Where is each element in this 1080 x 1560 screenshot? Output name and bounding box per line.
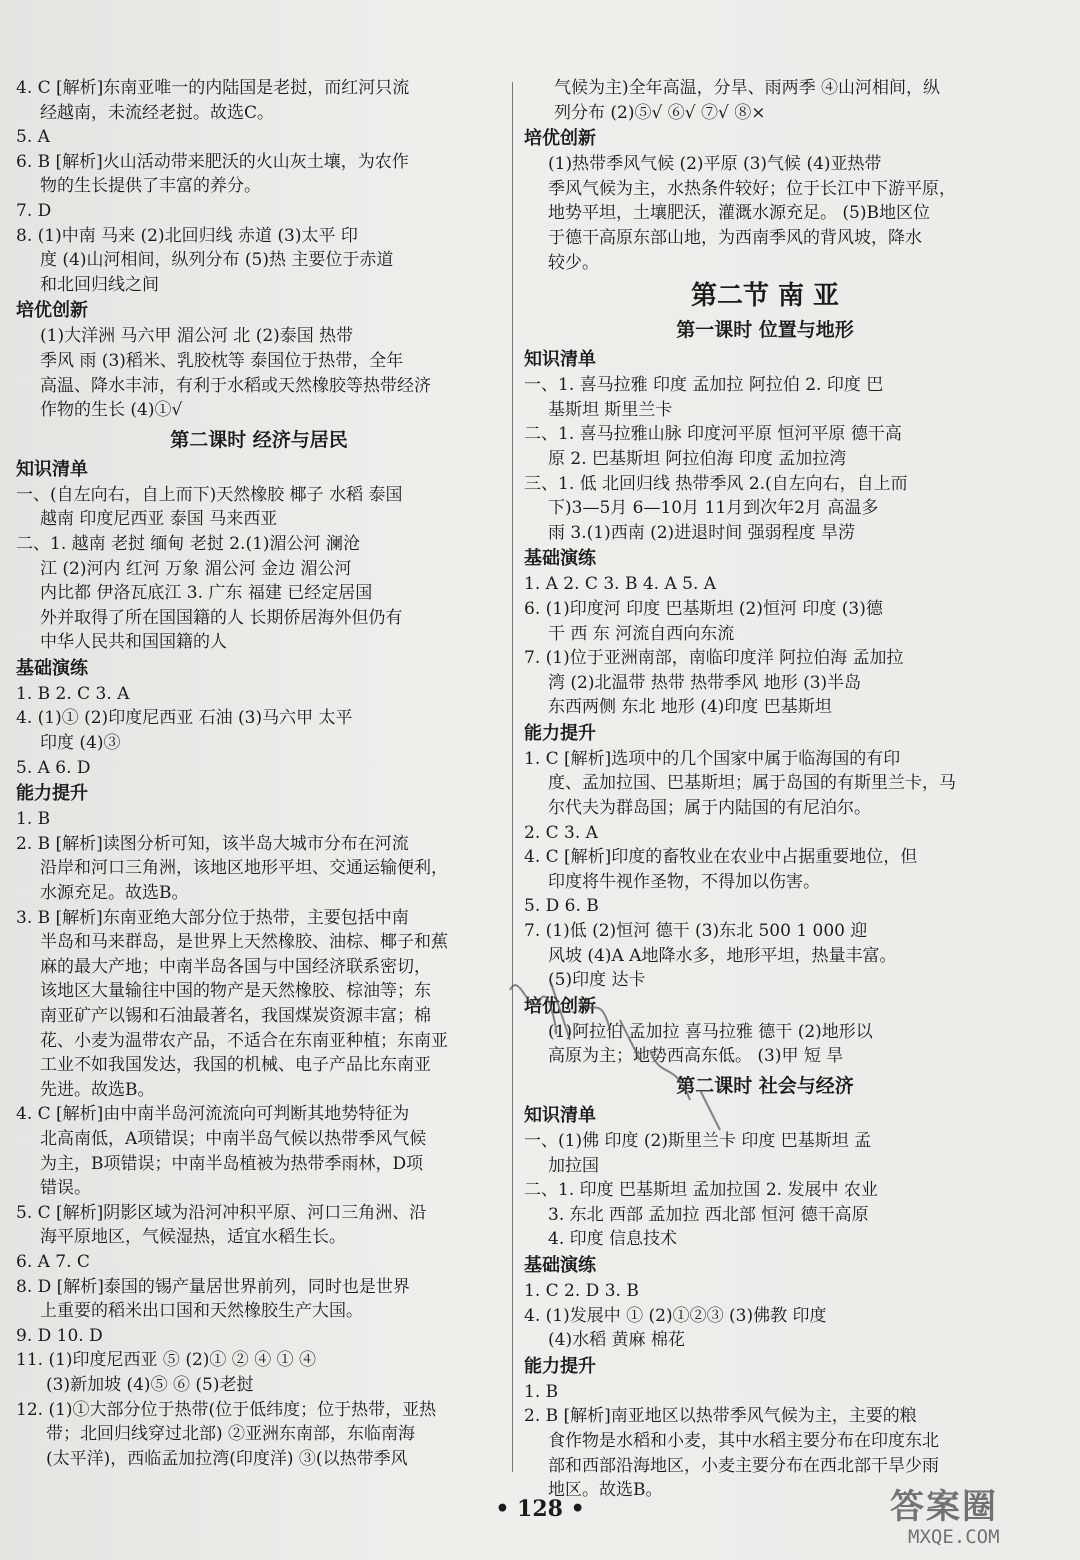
text-line: 尔代夫为群岛国；属于内陆国的有尼泊尔。 [548, 798, 871, 819]
section-heading: 基础演练 [16, 657, 88, 679]
text-line: 物的生长提供了丰富的养分。 [40, 176, 261, 197]
text-line: 湾 (2)北温带 热带 热带季风 地形 (3)半岛 [548, 672, 862, 693]
text-line: 二、1. 印度 巴基斯坦 孟加拉国 2. 发展中 农业 [524, 1180, 878, 1201]
text-line: (5)印度 达卡 [548, 970, 646, 991]
text-line: 较少。 [548, 252, 599, 273]
text-line: 上重要的稻米出口国和天然橡胶生产大国。 [40, 1301, 363, 1322]
text-line: 食作物是水稻和小麦，其中水稻主要分布在印度东北 [548, 1430, 939, 1451]
text-line: 沿岸和河口三角洲，该地区地形平坦、交通运输便利， [40, 858, 448, 879]
text-line: 花、小麦为温带农产品，不适合在东南亚种植；东南亚 [40, 1030, 448, 1051]
text-line: 越南 印度尼西亚 泰国 马来西亚 [40, 509, 278, 530]
text-line: 列分布 (2)⑤√ ⑥√ ⑦√ ⑧× [554, 102, 766, 123]
text-line: 雨 3.(1)西南 (2)进退时间 强弱程度 旱涝 [548, 522, 855, 543]
text-line: 印度将牛视作圣物，不得加以伤害。 [548, 871, 820, 892]
lesson-title: 第二课时 社会与经济 [676, 1075, 854, 1097]
text-line: 下)3—5月 6—10月 11月到次年2月 高温多 [548, 498, 879, 519]
text-line: 工业不如我国发达，我国的机械、电子产品比东南亚 [40, 1055, 431, 1076]
text-line: 外并取得了所在国国籍的人 长期侨居海外但仍有 [40, 607, 403, 628]
right-column [524, 76, 1006, 1503]
text-line: 干 西 东 河流自西向东流 [548, 623, 735, 644]
text-line: 一、(自左向右，自上而下)天然橡胶 椰子 水稻 泰国 [16, 484, 403, 505]
text-line: 6. B [解析]火山活动带来肥沃的火山灰土壤，为农作 [16, 151, 409, 172]
text-line: 1. B [524, 1381, 559, 1402]
lesson-title: 第二课时 经济与居民 [170, 428, 348, 451]
watermark-logo [890, 1488, 1070, 1558]
section-heading: 知识清单 [524, 1105, 596, 1126]
text-line: 该地区大量输往中国的物产是天然橡胶、棕油等；东 [40, 981, 431, 1002]
text-line: 东西两侧 东北 地形 (4)印度 巴基斯坦 [548, 697, 832, 718]
section-heading: 能力提升 [16, 783, 88, 805]
text-line: 9. D 10. D [16, 1325, 103, 1346]
text-line: 南亚矿产以锡和石油最著名，我国煤炭资源丰富；棉 [40, 1006, 431, 1026]
text-line: 5. D 6. B [524, 896, 599, 917]
text-line: 4. C [解析]由中南半岛河流流向可判断其地势特征为 [16, 1104, 410, 1125]
text-line: 带；北回归线穿过北部) ②亚洲东南部，东临南海 [46, 1424, 416, 1445]
text-line: 印度 (4)③ [40, 733, 121, 754]
text-line: 和北回归线之间 [40, 274, 159, 295]
text-line: 11. (1)印度尼西亚 ⑤ (2)① ② ④ ① ④ [16, 1350, 317, 1371]
text-line: 1. C [解析]选项中的几个国家中属于临海国的有印 [524, 748, 901, 769]
text-line: 7. (1)低 (2)恒河 德干 (3)东北 500 1 000 迎 [524, 921, 868, 942]
text-line: 6. (1)印度河 印度 巴基斯坦 (2)恒河 印度 (3)德 [524, 598, 883, 619]
text-line: 先进。故选B。 [40, 1079, 155, 1100]
text-line: 北高南低，A项错误；中南半岛气候以热带季风气候 [40, 1128, 427, 1149]
text-line: 8. D [解析]泰国的锡产量居世界前列，同时也是世界 [16, 1276, 410, 1297]
text-line: (1)热带季风气候 (2)平原 (3)气候 (4)亚热带 [548, 154, 882, 175]
text-line: 12. (1)①大部分位于热带(位于低纬度；位于热带，亚热 [16, 1399, 437, 1420]
text-line: 高原为主；地势西高东低。 (3)甲 短 旱 [548, 1046, 844, 1067]
page-number: • 128 • [495, 1496, 585, 1522]
section-heading: 基础演练 [524, 1254, 596, 1276]
section-heading: 能力提升 [524, 1355, 596, 1377]
text-line: 错误。 [40, 1178, 91, 1199]
section-heading: 培优创新 [16, 300, 88, 322]
text-line: 二、1. 越南 老挝 缅甸 老挝 2.(1)湄公河 澜沧 [16, 533, 360, 554]
text-line: 6. A 7. C [16, 1251, 90, 1272]
section-heading: 知识清单 [16, 458, 88, 480]
text-line: 3. 东北 西部 孟加拉 西北部 恒河 德干高原 [548, 1204, 869, 1225]
text-line: 半岛和马来群岛，是世界上天然橡胶、油棕、椰子和蕉 [40, 932, 448, 953]
text-line: 4. 印度 信息技术 [548, 1229, 678, 1250]
text-line: 4. C [解析]东南亚唯一的内陆国是老挝，而红河只流 [16, 78, 410, 98]
watermark-sub-text: MXQE.COM [908, 1526, 1000, 1548]
text-line: (3)新加坡 (4)⑤ ⑥ (5)老挝 [46, 1374, 254, 1395]
text-line: 4. (1)发展中 ① (2)①②③ (3)佛教 印度 [524, 1305, 827, 1326]
text-line: 1. B 2. C 3. A [16, 683, 130, 704]
text-line: 7. (1)位于亚洲南部，南临印度洋 阿拉伯海 孟加拉 [524, 648, 904, 669]
text-line: 内比都 伊洛瓦底江 3. 广东 福建 已经定居国 [40, 583, 373, 604]
text-line: 4. (1)① (2)印度尼西亚 石油 (3)马六甲 太平 [16, 708, 353, 729]
text-line: 一、(1)佛 印度 (2)斯里兰卡 印度 巴基斯坦 孟 [524, 1131, 872, 1151]
text-line: 水源充足。故选B。 [40, 883, 189, 904]
text-line: 度、孟加拉国、巴基斯坦；属于岛国的有斯里兰卡，马 [548, 773, 956, 794]
text-line: 中华人民共和国国籍的人 [40, 632, 227, 653]
text-line: 2. B [解析]读图分析可知，该半岛大城市分布在河流 [16, 833, 409, 854]
chapter-title: 第二节 南 亚 [690, 281, 840, 312]
text-line: 季风气候为主，水热条件较好；位于长江中下游平原， [548, 178, 956, 199]
text-line: 2. B [解析]南亚地区以热带季风气候为主，主要的粮 [524, 1406, 917, 1427]
section-heading: 培优创新 [524, 995, 596, 1017]
text-line: 二、1. 喜马拉雅山脉 印度河平原 恒河平原 德干高 [524, 424, 902, 445]
text-line: 经越南，未流经老挝。故选C。 [40, 102, 275, 123]
text-line: 5. C [解析]阴影区域为沿河冲积平原、河口三角洲、沿 [16, 1202, 427, 1223]
text-line: 一、1. 喜马拉雅 印度 孟加拉 阿拉伯 2. 印度 巴 [524, 375, 884, 396]
text-line: 1. C 2. D 3. B [524, 1280, 639, 1301]
text-line: 地势平坦，土壤肥沃，灌溉水源充足。 (5)B地区位 [548, 203, 930, 224]
text-line: 海平原地区，气候湿热，适宜水稻生长。 [40, 1227, 346, 1248]
text-line: 2. C 3. A [524, 822, 598, 843]
column-divider [512, 82, 513, 1472]
text-line: 基斯坦 斯里兰卡 [548, 399, 673, 420]
text-line: 高温、降水丰沛，有利于水稻或天然橡胶等热带经济 [40, 375, 431, 396]
text-line: 气候为主)全年高温，分旱、雨两季 ④山河相间，纵 [554, 78, 941, 98]
text-line: (太平洋)，西临孟加拉湾(印度洋) ③(以热带季风 [46, 1448, 408, 1469]
text-line: 1. B [16, 809, 51, 830]
text-line: 7. D [16, 200, 52, 221]
text-line: 江 (2)河内 红河 万象 湄公河 金边 湄公河 [40, 558, 352, 579]
text-line: (4)水稻 黄麻 棉花 [548, 1330, 685, 1351]
watermark-main-text: 答案圈 [890, 1487, 998, 1527]
section-heading: 能力提升 [524, 722, 596, 744]
text-line: 季风 雨 (3)稻米、乳胶枕等 泰国位于热带，全年 [40, 350, 404, 371]
section-heading: 知识清单 [524, 349, 596, 371]
text-line: 1. A 2. C 3. B 4. A 5. A [524, 574, 717, 595]
section-heading: 培优创新 [524, 128, 596, 150]
text-line: 原 2. 巴基斯坦 阿拉伯海 印度 孟加拉湾 [548, 448, 847, 469]
text-line: 5. A 6. D [16, 757, 91, 778]
text-line: 加拉国 [548, 1155, 599, 1176]
text-line: 地区。故选B。 [548, 1480, 663, 1501]
text-line: (1)大洋洲 马六甲 湄公河 北 (2)泰国 热带 [40, 326, 354, 347]
text-line: 于德干高原东部山地，为西南季风的背风坡，降水 [548, 227, 922, 248]
left-column [16, 76, 502, 1471]
lesson-title: 第一课时 位置与地形 [676, 319, 854, 342]
text-line: 8. (1)中南 马来 (2)北回归线 赤道 (3)太平 印 [16, 225, 358, 246]
text-line: 4. C [解析]印度的畜牧业在农业中占据重要地位，但 [524, 847, 918, 868]
text-line: 度 (4)山河相间，纵列分布 (5)热 主要位于赤道 [40, 250, 394, 271]
text-line: 作物的生长 (4)①√ [40, 400, 183, 421]
text-line: 麻的最大产地；中南半岛各国与中国经济联系密切， [40, 956, 431, 977]
text-line: 5. A [16, 127, 50, 148]
text-line: 风坡 (4)A A地降水多，地形平坦，热量丰富。 [548, 945, 897, 966]
section-heading: 基础演练 [524, 548, 596, 570]
text-line: 三、1. 低 北回归线 热带季风 2.(自左向右，自上而 [524, 473, 908, 494]
text-line: 为主，B项错误；中南半岛植被为热带季雨林，D项 [40, 1153, 424, 1174]
text-line: 3. B [解析]东南亚绝大部分位于热带，主要包括中南 [16, 907, 409, 928]
text-line: (1)阿拉伯 孟加拉 喜马拉雅 德干 (2)地形以 [548, 1021, 873, 1042]
text-line: 部和西部沿海地区，小麦主要分布在西北部干旱少雨 [548, 1455, 939, 1476]
